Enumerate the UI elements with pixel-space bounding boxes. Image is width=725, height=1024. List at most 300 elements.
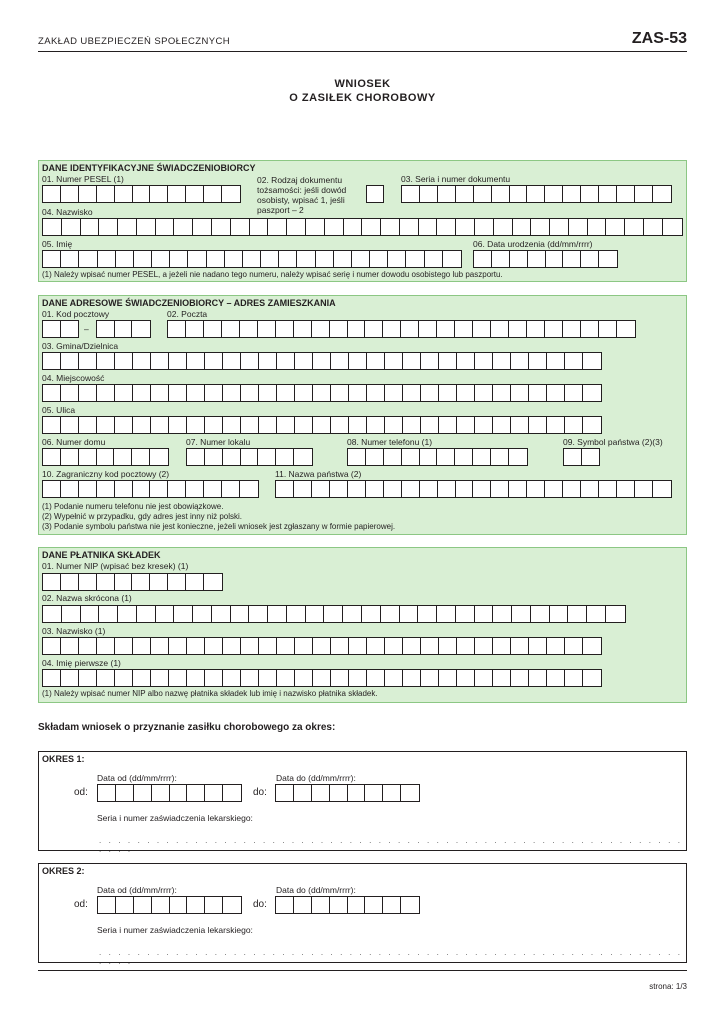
character-cell[interactable]	[343, 606, 362, 622]
character-cell[interactable]	[581, 251, 599, 267]
character-cell[interactable]	[569, 219, 588, 235]
character-cell[interactable]	[187, 670, 205, 686]
character-cell[interactable]	[456, 219, 475, 235]
character-cell[interactable]	[475, 219, 494, 235]
character-cell[interactable]	[97, 321, 115, 337]
character-cell[interactable]	[367, 186, 383, 202]
character-cell[interactable]	[150, 186, 168, 202]
character-cell[interactable]	[365, 321, 383, 337]
character-cell[interactable]	[205, 353, 223, 369]
character-cell[interactable]	[133, 670, 151, 686]
character-cell[interactable]	[475, 385, 493, 401]
character-cell[interactable]	[61, 481, 79, 497]
character-cell[interactable]	[583, 417, 601, 433]
character-cell[interactable]	[547, 385, 565, 401]
character-cell[interactable]	[421, 385, 439, 401]
city-input[interactable]	[42, 384, 602, 402]
character-cell[interactable]	[116, 785, 134, 801]
character-cell[interactable]	[152, 785, 170, 801]
character-cell[interactable]	[98, 785, 116, 801]
character-cell[interactable]	[277, 670, 295, 686]
doc-type-input[interactable]	[366, 185, 384, 203]
character-cell[interactable]	[259, 670, 277, 686]
character-cell[interactable]	[599, 481, 617, 497]
character-cell[interactable]	[617, 186, 635, 202]
character-cell[interactable]	[473, 449, 491, 465]
character-cell[interactable]	[513, 219, 532, 235]
character-cell[interactable]	[644, 219, 663, 235]
character-cell[interactable]	[133, 638, 151, 654]
character-cell[interactable]	[186, 574, 204, 590]
payer-surname-input[interactable]	[42, 637, 602, 655]
character-cell[interactable]	[510, 251, 528, 267]
character-cell[interactable]	[169, 353, 187, 369]
character-cell[interactable]	[294, 897, 312, 913]
character-cell[interactable]	[306, 219, 325, 235]
character-cell[interactable]	[118, 606, 137, 622]
character-cell[interactable]	[187, 449, 205, 465]
character-cell[interactable]	[168, 481, 186, 497]
character-cell[interactable]	[568, 606, 587, 622]
character-cell[interactable]	[249, 606, 268, 622]
character-cell[interactable]	[439, 638, 457, 654]
character-cell[interactable]	[511, 417, 529, 433]
character-cell[interactable]	[437, 606, 456, 622]
character-cell[interactable]	[511, 353, 529, 369]
character-cell[interactable]	[527, 186, 545, 202]
character-cell[interactable]	[61, 574, 79, 590]
character-cell[interactable]	[511, 670, 529, 686]
character-cell[interactable]	[168, 186, 186, 202]
character-cell[interactable]	[313, 353, 331, 369]
character-cell[interactable]	[419, 321, 437, 337]
character-cell[interactable]	[330, 481, 348, 497]
character-cell[interactable]	[474, 251, 492, 267]
character-cell[interactable]	[116, 251, 134, 267]
character-cell[interactable]	[348, 785, 366, 801]
character-cell[interactable]	[295, 417, 313, 433]
character-cell[interactable]	[550, 219, 569, 235]
character-cell[interactable]	[421, 417, 439, 433]
character-cell[interactable]	[437, 449, 455, 465]
period-1-date-to[interactable]	[275, 784, 420, 802]
postal-code-part1[interactable]	[42, 320, 79, 338]
character-cell[interactable]	[599, 251, 617, 267]
character-cell[interactable]	[174, 606, 193, 622]
character-cell[interactable]	[455, 449, 473, 465]
character-cell[interactable]	[402, 449, 420, 465]
surname-input[interactable]	[42, 218, 683, 236]
character-cell[interactable]	[330, 785, 348, 801]
character-cell[interactable]	[547, 353, 565, 369]
character-cell[interactable]	[581, 321, 599, 337]
character-cell[interactable]	[133, 353, 151, 369]
character-cell[interactable]	[97, 353, 115, 369]
character-cell[interactable]	[277, 385, 295, 401]
character-cell[interactable]	[421, 638, 439, 654]
character-cell[interactable]	[565, 385, 583, 401]
character-cell[interactable]	[491, 321, 509, 337]
character-cell[interactable]	[625, 219, 644, 235]
character-cell[interactable]	[316, 251, 334, 267]
character-cell[interactable]	[545, 481, 563, 497]
country-symbol-input[interactable]	[563, 448, 600, 466]
character-cell[interactable]	[401, 897, 419, 913]
character-cell[interactable]	[492, 251, 510, 267]
character-cell[interactable]	[367, 638, 385, 654]
character-cell[interactable]	[61, 638, 79, 654]
character-cell[interactable]	[205, 670, 223, 686]
character-cell[interactable]	[473, 481, 491, 497]
character-cell[interactable]	[385, 417, 403, 433]
character-cell[interactable]	[204, 481, 222, 497]
character-cell[interactable]	[362, 606, 381, 622]
character-cell[interactable]	[134, 251, 152, 267]
character-cell[interactable]	[402, 186, 420, 202]
character-cell[interactable]	[312, 785, 330, 801]
character-cell[interactable]	[295, 638, 313, 654]
phone-input[interactable]	[347, 448, 528, 466]
character-cell[interactable]	[287, 219, 306, 235]
character-cell[interactable]	[156, 219, 175, 235]
character-cell[interactable]	[313, 385, 331, 401]
character-cell[interactable]	[385, 353, 403, 369]
character-cell[interactable]	[367, 670, 385, 686]
character-cell[interactable]	[186, 186, 204, 202]
character-cell[interactable]	[493, 385, 511, 401]
character-cell[interactable]	[491, 481, 509, 497]
character-cell[interactable]	[457, 638, 475, 654]
character-cell[interactable]	[457, 670, 475, 686]
character-cell[interactable]	[137, 606, 156, 622]
character-cell[interactable]	[222, 186, 240, 202]
character-cell[interactable]	[344, 219, 363, 235]
character-cell[interactable]	[475, 353, 493, 369]
character-cell[interactable]	[193, 606, 212, 622]
character-cell[interactable]	[268, 219, 287, 235]
character-cell[interactable]	[187, 417, 205, 433]
character-cell[interactable]	[97, 638, 115, 654]
character-cell[interactable]	[493, 353, 511, 369]
character-cell[interactable]	[312, 481, 330, 497]
payer-first-name-input[interactable]	[42, 669, 602, 687]
character-cell[interactable]	[223, 449, 241, 465]
character-cell[interactable]	[137, 219, 156, 235]
character-cell[interactable]	[150, 449, 168, 465]
post-office-input[interactable]	[167, 320, 636, 338]
character-cell[interactable]	[599, 321, 617, 337]
character-cell[interactable]	[385, 638, 403, 654]
character-cell[interactable]	[587, 606, 606, 622]
character-cell[interactable]	[547, 670, 565, 686]
character-cell[interactable]	[205, 897, 223, 913]
character-cell[interactable]	[241, 417, 259, 433]
character-cell[interactable]	[473, 321, 491, 337]
character-cell[interactable]	[79, 449, 97, 465]
character-cell[interactable]	[385, 385, 403, 401]
character-cell[interactable]	[439, 417, 457, 433]
character-cell[interactable]	[43, 321, 61, 337]
character-cell[interactable]	[370, 251, 388, 267]
character-cell[interactable]	[115, 186, 133, 202]
character-cell[interactable]	[331, 417, 349, 433]
character-cell[interactable]	[150, 574, 168, 590]
character-cell[interactable]	[43, 449, 61, 465]
character-cell[interactable]	[509, 449, 527, 465]
character-cell[interactable]	[277, 417, 295, 433]
character-cell[interactable]	[186, 481, 204, 497]
character-cell[interactable]	[493, 606, 512, 622]
character-cell[interactable]	[528, 251, 546, 267]
character-cell[interactable]	[362, 219, 381, 235]
character-cell[interactable]	[403, 385, 421, 401]
character-cell[interactable]	[383, 321, 401, 337]
country-name-input[interactable]	[275, 480, 672, 498]
character-cell[interactable]	[617, 481, 635, 497]
character-cell[interactable]	[635, 481, 653, 497]
character-cell[interactable]	[420, 481, 438, 497]
character-cell[interactable]	[115, 670, 133, 686]
character-cell[interactable]	[457, 353, 475, 369]
character-cell[interactable]	[583, 353, 601, 369]
character-cell[interactable]	[259, 417, 277, 433]
character-cell[interactable]	[241, 638, 259, 654]
character-cell[interactable]	[43, 186, 61, 202]
character-cell[interactable]	[223, 897, 241, 913]
character-cell[interactable]	[663, 219, 682, 235]
character-cell[interactable]	[547, 417, 565, 433]
character-cell[interactable]	[268, 606, 287, 622]
character-cell[interactable]	[133, 417, 151, 433]
doc-number-input[interactable]	[401, 185, 672, 203]
character-cell[interactable]	[511, 385, 529, 401]
character-cell[interactable]	[43, 481, 61, 497]
character-cell[interactable]	[653, 481, 671, 497]
character-cell[interactable]	[97, 186, 115, 202]
character-cell[interactable]	[170, 785, 188, 801]
character-cell[interactable]	[169, 417, 187, 433]
certificate-dotted-line[interactable]: . . . . . . . . . . . . . . . . . . . . . . . . . . . . . . . . . . . . . . . . . . . . . . . . . . . . . . . . . . . . . . . . .	[99, 948, 683, 966]
birth-date-input[interactable]	[473, 250, 618, 268]
character-cell[interactable]	[241, 670, 259, 686]
character-cell[interactable]	[437, 321, 455, 337]
character-cell[interactable]	[492, 186, 510, 202]
character-cell[interactable]	[324, 606, 343, 622]
character-cell[interactable]	[79, 251, 97, 267]
character-cell[interactable]	[204, 186, 222, 202]
character-cell[interactable]	[98, 251, 116, 267]
character-cell[interactable]	[635, 186, 653, 202]
character-cell[interactable]	[550, 606, 569, 622]
character-cell[interactable]	[510, 186, 528, 202]
character-cell[interactable]	[261, 251, 279, 267]
character-cell[interactable]	[606, 606, 625, 622]
character-cell[interactable]	[512, 606, 531, 622]
character-cell[interactable]	[493, 638, 511, 654]
character-cell[interactable]	[134, 785, 152, 801]
character-cell[interactable]	[331, 638, 349, 654]
character-cell[interactable]	[168, 574, 186, 590]
character-cell[interactable]	[204, 321, 222, 337]
character-cell[interactable]	[563, 481, 581, 497]
character-cell[interactable]	[439, 670, 457, 686]
first-name-input[interactable]	[42, 250, 462, 268]
character-cell[interactable]	[222, 321, 240, 337]
character-cell[interactable]	[383, 785, 401, 801]
character-cell[interactable]	[366, 449, 384, 465]
character-cell[interactable]	[151, 417, 169, 433]
character-cell[interactable]	[348, 449, 366, 465]
character-cell[interactable]	[61, 251, 79, 267]
character-cell[interactable]	[457, 417, 475, 433]
character-cell[interactable]	[529, 417, 547, 433]
character-cell[interactable]	[349, 638, 367, 654]
character-cell[interactable]	[617, 321, 635, 337]
character-cell[interactable]	[527, 481, 545, 497]
character-cell[interactable]	[653, 186, 671, 202]
character-cell[interactable]	[276, 449, 294, 465]
character-cell[interactable]	[295, 385, 313, 401]
character-cell[interactable]	[97, 574, 115, 590]
character-cell[interactable]	[114, 449, 132, 465]
character-cell[interactable]	[81, 606, 100, 622]
character-cell[interactable]	[287, 606, 306, 622]
character-cell[interactable]	[43, 606, 62, 622]
character-cell[interactable]	[419, 219, 438, 235]
character-cell[interactable]	[205, 385, 223, 401]
character-cell[interactable]	[115, 417, 133, 433]
character-cell[interactable]	[277, 638, 295, 654]
character-cell[interactable]	[529, 353, 547, 369]
character-cell[interactable]	[132, 449, 150, 465]
character-cell[interactable]	[133, 481, 151, 497]
character-cell[interactable]	[334, 251, 352, 267]
character-cell[interactable]	[383, 897, 401, 913]
character-cell[interactable]	[43, 353, 61, 369]
character-cell[interactable]	[133, 186, 151, 202]
character-cell[interactable]	[97, 670, 115, 686]
character-cell[interactable]	[367, 417, 385, 433]
street-input[interactable]	[42, 416, 602, 434]
character-cell[interactable]	[493, 670, 511, 686]
character-cell[interactable]	[401, 785, 419, 801]
period-2-date-from[interactable]	[97, 896, 242, 914]
character-cell[interactable]	[294, 481, 312, 497]
character-cell[interactable]	[294, 449, 312, 465]
character-cell[interactable]	[150, 481, 168, 497]
character-cell[interactable]	[529, 670, 547, 686]
character-cell[interactable]	[43, 638, 61, 654]
character-cell[interactable]	[259, 353, 277, 369]
character-cell[interactable]	[527, 321, 545, 337]
character-cell[interactable]	[276, 321, 294, 337]
character-cell[interactable]	[115, 574, 133, 590]
character-cell[interactable]	[43, 670, 61, 686]
character-cell[interactable]	[421, 670, 439, 686]
house-number-input[interactable]	[42, 448, 169, 466]
character-cell[interactable]	[151, 638, 169, 654]
character-cell[interactable]	[403, 638, 421, 654]
character-cell[interactable]	[509, 321, 527, 337]
character-cell[interactable]	[456, 606, 475, 622]
character-cell[interactable]	[223, 785, 241, 801]
character-cell[interactable]	[62, 606, 81, 622]
character-cell[interactable]	[367, 353, 385, 369]
character-cell[interactable]	[348, 897, 366, 913]
character-cell[interactable]	[401, 321, 419, 337]
character-cell[interactable]	[223, 670, 241, 686]
character-cell[interactable]	[494, 219, 513, 235]
character-cell[interactable]	[313, 417, 331, 433]
character-cell[interactable]	[61, 670, 79, 686]
character-cell[interactable]	[588, 219, 607, 235]
character-cell[interactable]	[134, 897, 152, 913]
character-cell[interactable]	[187, 385, 205, 401]
character-cell[interactable]	[241, 449, 259, 465]
character-cell[interactable]	[583, 385, 601, 401]
character-cell[interactable]	[231, 606, 250, 622]
character-cell[interactable]	[381, 219, 400, 235]
character-cell[interactable]	[509, 481, 527, 497]
character-cell[interactable]	[385, 670, 403, 686]
character-cell[interactable]	[205, 449, 223, 465]
character-cell[interactable]	[132, 574, 150, 590]
character-cell[interactable]	[531, 219, 550, 235]
character-cell[interactable]	[97, 385, 115, 401]
character-cell[interactable]	[243, 251, 261, 267]
character-cell[interactable]	[583, 670, 601, 686]
character-cell[interactable]	[384, 481, 402, 497]
character-cell[interactable]	[170, 251, 188, 267]
character-cell[interactable]	[365, 897, 383, 913]
character-cell[interactable]	[168, 321, 186, 337]
character-cell[interactable]	[294, 785, 312, 801]
character-cell[interactable]	[295, 353, 313, 369]
character-cell[interactable]	[99, 219, 118, 235]
character-cell[interactable]	[115, 385, 133, 401]
character-cell[interactable]	[61, 321, 79, 337]
character-cell[interactable]	[116, 897, 134, 913]
character-cell[interactable]	[79, 574, 97, 590]
character-cell[interactable]	[205, 638, 223, 654]
character-cell[interactable]	[545, 321, 563, 337]
character-cell[interactable]	[438, 481, 456, 497]
character-cell[interactable]	[97, 481, 115, 497]
character-cell[interactable]	[565, 638, 583, 654]
character-cell[interactable]	[186, 321, 204, 337]
character-cell[interactable]	[43, 417, 61, 433]
character-cell[interactable]	[241, 385, 259, 401]
character-cell[interactable]	[156, 606, 175, 622]
character-cell[interactable]	[331, 385, 349, 401]
character-cell[interactable]	[349, 385, 367, 401]
character-cell[interactable]	[152, 251, 170, 267]
character-cell[interactable]	[169, 670, 187, 686]
character-cell[interactable]	[545, 186, 563, 202]
character-cell[interactable]	[279, 251, 297, 267]
character-cell[interactable]	[223, 353, 241, 369]
character-cell[interactable]	[152, 897, 170, 913]
character-cell[interactable]	[403, 670, 421, 686]
character-cell[interactable]	[276, 785, 294, 801]
character-cell[interactable]	[240, 321, 258, 337]
nip-input[interactable]	[42, 573, 223, 591]
character-cell[interactable]	[98, 897, 116, 913]
character-cell[interactable]	[207, 251, 225, 267]
character-cell[interactable]	[365, 785, 383, 801]
character-cell[interactable]	[388, 251, 406, 267]
character-cell[interactable]	[406, 251, 424, 267]
